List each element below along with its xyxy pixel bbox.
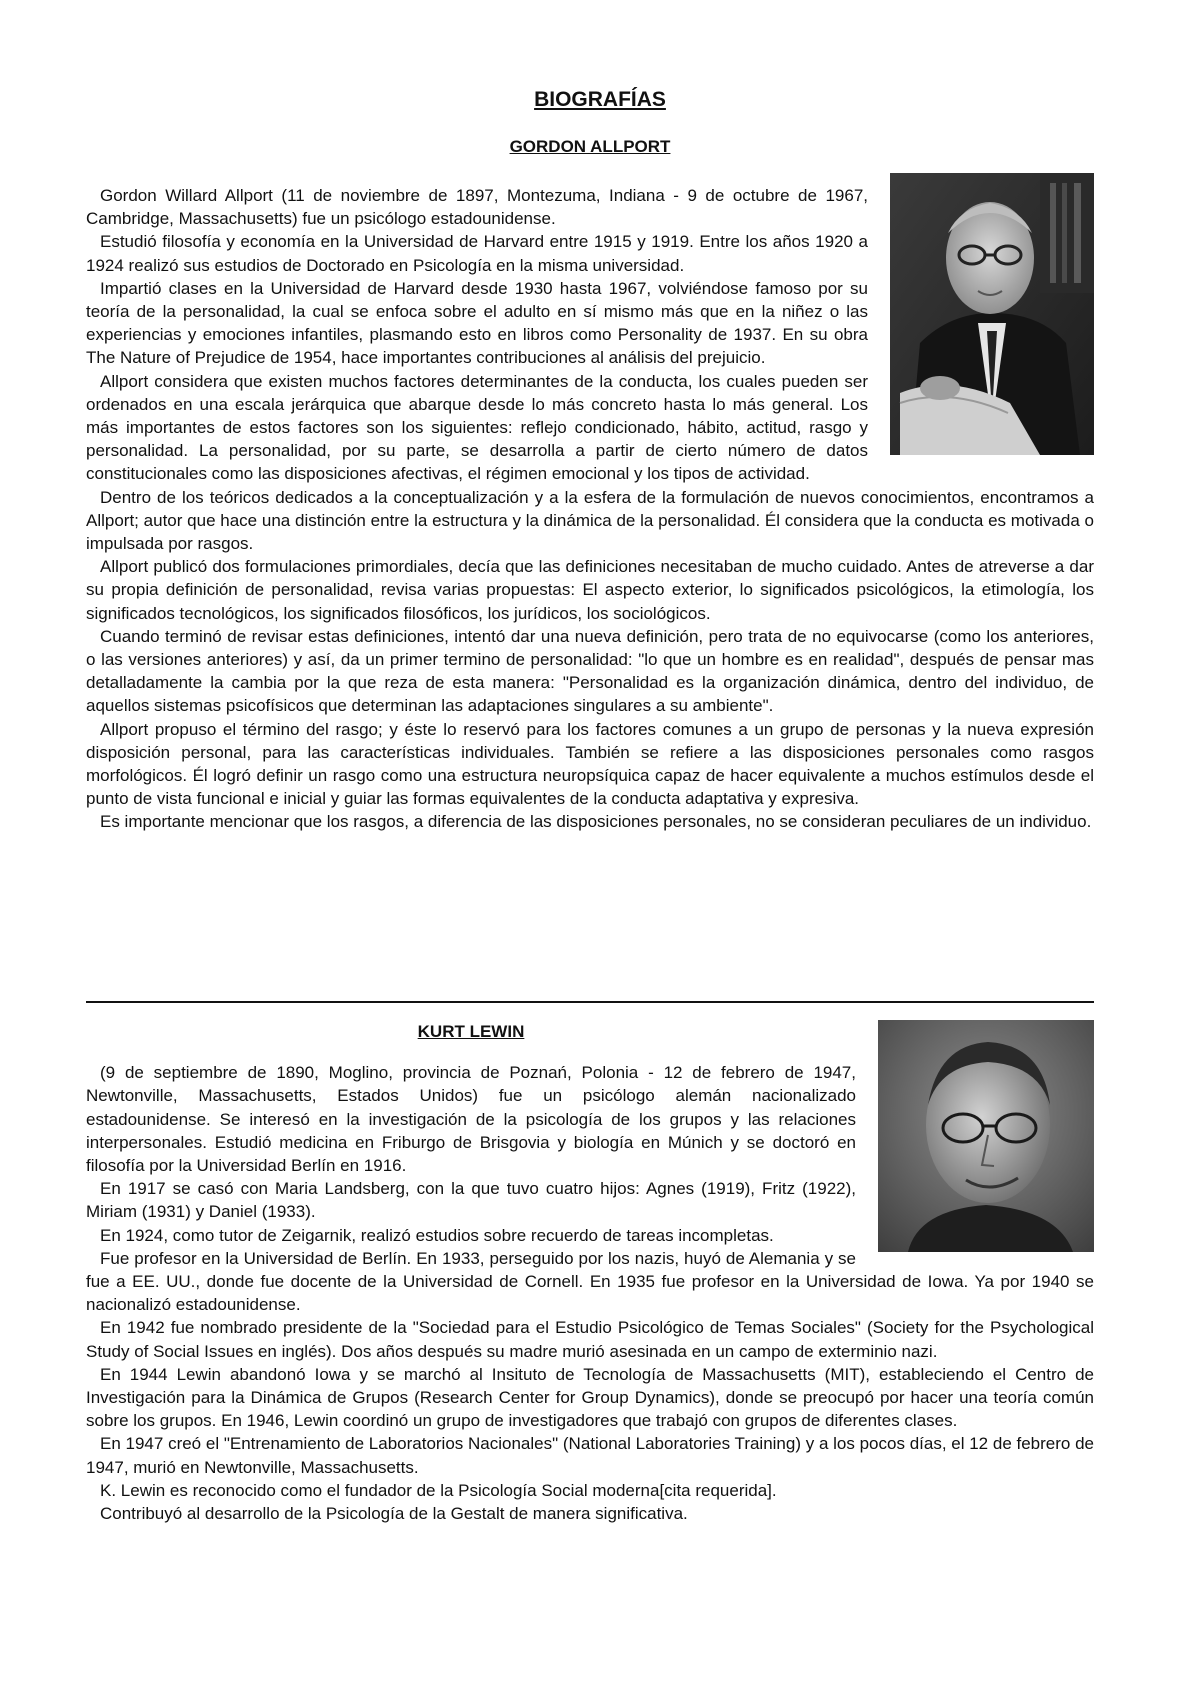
allport-portrait-image <box>890 173 1094 455</box>
paragraph: En 1942 fue nombrado presidente de la "Sociedad para el Estudio Psicológico de Temas Sociales" (Society for the Psychological Study of Social Issues en inglés). Dos años después su madre murió asesinada en un campo de exterminio nazi. <box>86 1318 1094 1361</box>
allport-section-title: GORDON ALLPORT <box>509 137 671 156</box>
paragraph: Es importante mencionar que los rasgos, a diferencia de las disposiciones personales, no se consideran peculiares de un individuo. <box>100 812 1092 832</box>
section-divider <box>86 1001 1094 1003</box>
paragraph: En 1924, como tutor de Zeigarnik, realizó estudios sobre recuerdo de tareas incompletas. <box>100 1225 774 1245</box>
paragraph: Fue profesor en la Universidad de Berlín. En 1933, perseguido por los nazis, huyó de Alemania y se fue a EE. UU., donde fue docente de la Universidad de Cornell. En 1935 fue profesor en la Universidad de Iowa. Ya por 1940 se nacionalizó estadounidense. <box>86 1248 1094 1315</box>
lewin-section-title: KURT LEWIN <box>417 1022 525 1041</box>
paragraph: Allport considera que existen muchos factores determinantes de la conducta, los cuales pueden ser ordenados en una escala jerárquica que abarque desde lo más concreto hasta lo más general. Los más importantes de estos factores son los siguientes: reflejo condicionado, hábito, actitud, rasgo y personalidad. La personalidad, por su parte, se desarrolla a partir de cierto número de datos constitucionales como las disposiciones afectivas, el régimen emocional y los tipos de actividad. <box>86 371 868 484</box>
paragraph: Allport publicó dos formulaciones primordiales, decía que las definiciones necesitaban de mucho cuidado. Antes de atreverse a dar su propia definición de personalidad, revisa varias propuestas: El aspecto exterior, lo significados psicológicos, la etimología, los significados tecnológicos, los significados filosóficos, los jurídicos, los sociológicos. <box>86 557 1094 623</box>
paragraph: Impartió clases en la Universidad de Harvard desde 1930 hasta 1967, volviéndose famoso por su teoría de la personalidad, la cual se enfoca sobre el adulto en sí mismo más que en la niñez o las experiencias y emociones infantiles, plasmando esto en libros como Personality de 1937. En su obra The Nature of Prejudice de 1954, hace importantes contribuciones al análisis del prejuicio. <box>86 278 868 368</box>
allport-portrait-photo <box>890 173 1094 455</box>
paragraph: En 1947 creó el "Entrenamiento de Laboratorios Nacionales" (National Laboratories Training) y a los pocos días, el 12 de febrero de 1947, murió en Newtonville, Massachusetts. <box>86 1434 1094 1477</box>
paragraph: Cuando terminó de revisar estas definiciones, intentó dar una nueva definición, pero trata de no equivocarse (como los anteriores, o las versiones anteriores) y así, da un primer termino de personalidad: "lo que un hombre es en realidad", después de pensar mas detalladamente la cambia por la que reza de esta manera: "Personalidad es la organización dinámica, dentro del individuo, de aquellos sistemas psicofísicos que determinan las adaptaciones singulares a su ambiente". <box>86 626 1094 716</box>
paragraph: K. Lewin es reconocido como el fundador de la Psicología Social moderna[cita requerida]. <box>100 1480 777 1500</box>
paragraph: En 1944 Lewin abandonó Iowa y se marchó al Insituto de Tecnología de Massachusetts (MIT), estableciendo el Centro de Investigación para la Dinámica de Grupos (Research Center for Group Dynamics), donde se preocupó por hacer una teoría común sobre los grupos. En 1946, Lewin coordinó un grupo de investigadores que trabajó con grupos de diferentes clases. <box>86 1364 1094 1431</box>
paragraph: Allport propuso el término del rasgo; y éste lo reservó para los factores comunes a un grupo de personas y la nueva expresión disposición personal, para las características individuales. También se refiere a las disposiciones personales como rasgos morfológicos. Él logró definir un rasgo como una estructura neuropsíquica capaz de hacer equivalente a muchos estímulos desde el punto de vista funcional e inicial y guiar las formas equivalentes de la conducta adaptativa y expresiva. <box>86 719 1094 809</box>
paragraph: Contribuyó al desarrollo de la Psicología de la Gestalt de manera significativa. <box>100 1504 688 1524</box>
lewin-portrait-photo <box>878 1020 1094 1252</box>
paragraph: Dentro de los teóricos dedicados a la conceptualización y a la esfera de la formulación de nuevos conocimientos, encontramos a Allport; autor que hace una distinción entre la estructura y la dinámica de la personalidad. Él considera que la conducta es motivada o impulsada por rasgos. <box>86 487 1094 554</box>
allport-biography <box>86 184 1094 834</box>
lewin-biography <box>86 1020 1094 1525</box>
paragraph: Estudió filosofía y economía en la Universidad de Harvard entre 1915 y 1919. Entre los años 1920 a 1924 realizó sus estudios de Doctorado en Psicología en la misma universidad. <box>86 232 868 275</box>
page-title: BIOGRAFÍAS <box>534 88 666 111</box>
paragraph: En 1917 se casó con Maria Landsberg, con la que tuvo cuatro hijos: Agnes (1919), Fritz (1922), Miriam (1931) y Daniel (1933). <box>86 1179 856 1222</box>
paragraph: Gordon Willard Allport (11 de noviembre de 1897, Montezuma, Indiana - 9 de octubre de 1967, Cambridge, Massachusetts) fue un psicólogo estadounidense. <box>86 186 868 229</box>
lewin-portrait-image <box>878 1020 1094 1252</box>
paragraph: (9 de septiembre de 1890, Moglino, provincia de Poznań, Polonia - 12 de febrero de 1947, Newtonville, Massachusetts, Estados Unidos) fue un psicólogo alemán nacionalizado estadounidense. Se interesó en la investigación de la psicología de los grupos y las relaciones interpersonales. Estudió medicina en Friburgo de Brisgovia y biología en Múnich y se doctoró en filosofía por la Universidad Berlín en 1916. <box>86 1063 856 1176</box>
